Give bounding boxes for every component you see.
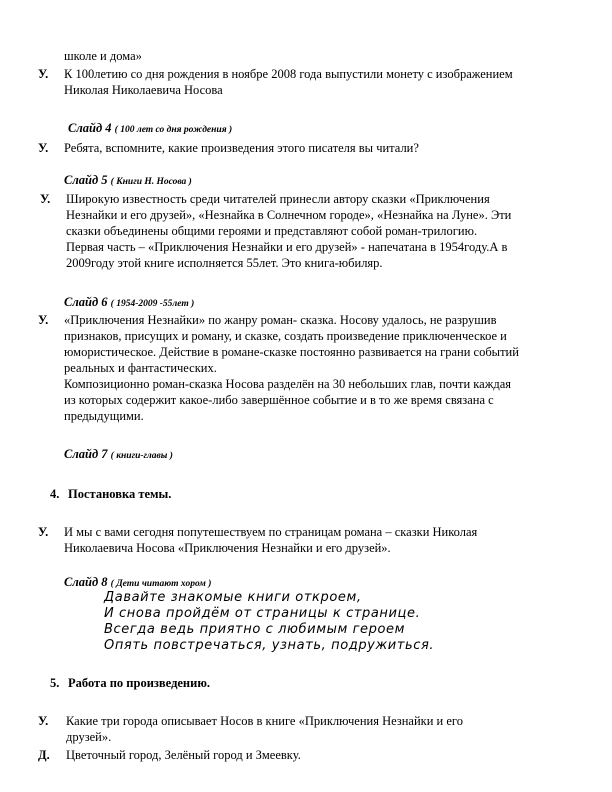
- section-title: Постановка темы.: [68, 487, 172, 501]
- text-line: 2009году этой книге исполняется 55лет. Это книга-юбиляр.: [66, 256, 383, 270]
- text-line: Ребята, вспомните, какие произведения этого писателя вы читали?: [64, 141, 419, 155]
- text-line: признаков, присущих и роману, и сказке, создать произведение приключенческое и: [64, 329, 507, 343]
- speaker-label: У.: [38, 141, 49, 155]
- slide-note: ( книги-главы ): [110, 451, 173, 461]
- text-line: Широкую известность среди читателей принесли автору сказки «Приключения: [66, 192, 490, 206]
- text-line: предыдущими.: [64, 409, 144, 423]
- slide-title: Слайд 7: [64, 447, 108, 461]
- speaker-label: У.: [38, 67, 49, 81]
- poem-line: Давайте знакомые книги откроем,: [104, 590, 362, 605]
- text-line: из которых содержит какое-либо завершённое событие и в то же время связана с: [64, 393, 494, 407]
- section-title: Работа по произведению.: [68, 676, 211, 690]
- slide-marker: [64, 294, 194, 312]
- speaker-label: У.: [38, 714, 49, 728]
- slide-note: ( 100 лет со дня рождения ): [114, 125, 233, 135]
- text-line: Какие три города описывает Носов в книге «Приключения Незнайки и его: [66, 714, 463, 728]
- slide-note: ( Дети читают хором ): [110, 579, 212, 589]
- text-line: Цветочный город, Зелёный город и Змеевку.: [66, 748, 301, 762]
- text-line: друзей».: [66, 730, 112, 744]
- slide-note: ( Книги Н. Носова ): [110, 177, 192, 187]
- text-line: И мы с вами сегодня попутешествуем по страницам романа – сказки Николая: [64, 525, 478, 539]
- text-line: Николаевича Носова «Приключения Незнайки и его друзей».: [64, 541, 391, 555]
- slide-marker: [68, 120, 232, 138]
- speaker-label: У.: [38, 525, 49, 539]
- speaker-label: Д.: [38, 748, 50, 762]
- text-line: «Приключения Незнайки» по жанру роман- сказка. Носову удалось, не разрушив: [64, 313, 497, 327]
- text-line: юмористическое. Действие в романе-сказке постоянно развивается на грани событий: [64, 345, 519, 359]
- text-line: сказки объединены общими героями и представляют собой роман-трилогию.: [66, 224, 478, 238]
- slide-title: Слайд 6: [64, 295, 108, 309]
- text-line: Композиционно роман-сказка Носова разделён на 30 небольших глав, почти каждая: [64, 377, 511, 391]
- speaker-label: У.: [40, 192, 51, 206]
- poem-line: И снова пройдём от страницы к странице.: [104, 606, 421, 621]
- text-line: Незнайки и его друзей», «Незнайка в Солнечном городе», «Незнайка на Луне». Эти: [66, 208, 512, 222]
- text-line: школе и дома»: [64, 49, 142, 63]
- section-number: 4.: [50, 487, 60, 501]
- slide-title: Слайд 8: [64, 575, 108, 589]
- slide-title: Слайд 5: [64, 173, 108, 187]
- text-line: К 100летию со дня рождения в ноябре 2008 года выпустили монету с изображением: [64, 67, 513, 81]
- speaker-label: У.: [38, 313, 49, 327]
- slide-note: ( 1954-2009 -55лет ): [110, 299, 195, 309]
- text-line: Николая Николаевича Носова: [64, 83, 223, 97]
- text-line: реальных и фантастических.: [64, 361, 217, 375]
- slide-marker: [64, 172, 192, 190]
- slide-marker: [64, 446, 173, 464]
- section-number: 5.: [50, 676, 60, 690]
- poem-line: Всегда ведь приятно с любимым героем: [104, 622, 406, 637]
- slide-title: Слайд 4: [68, 121, 112, 135]
- text-line: Первая часть – «Приключения Незнайки и его друзей» - напечатана в 1954году.А в: [66, 240, 508, 254]
- poem-line: Опять повстречаться, узнать, подружиться.: [104, 638, 435, 653]
